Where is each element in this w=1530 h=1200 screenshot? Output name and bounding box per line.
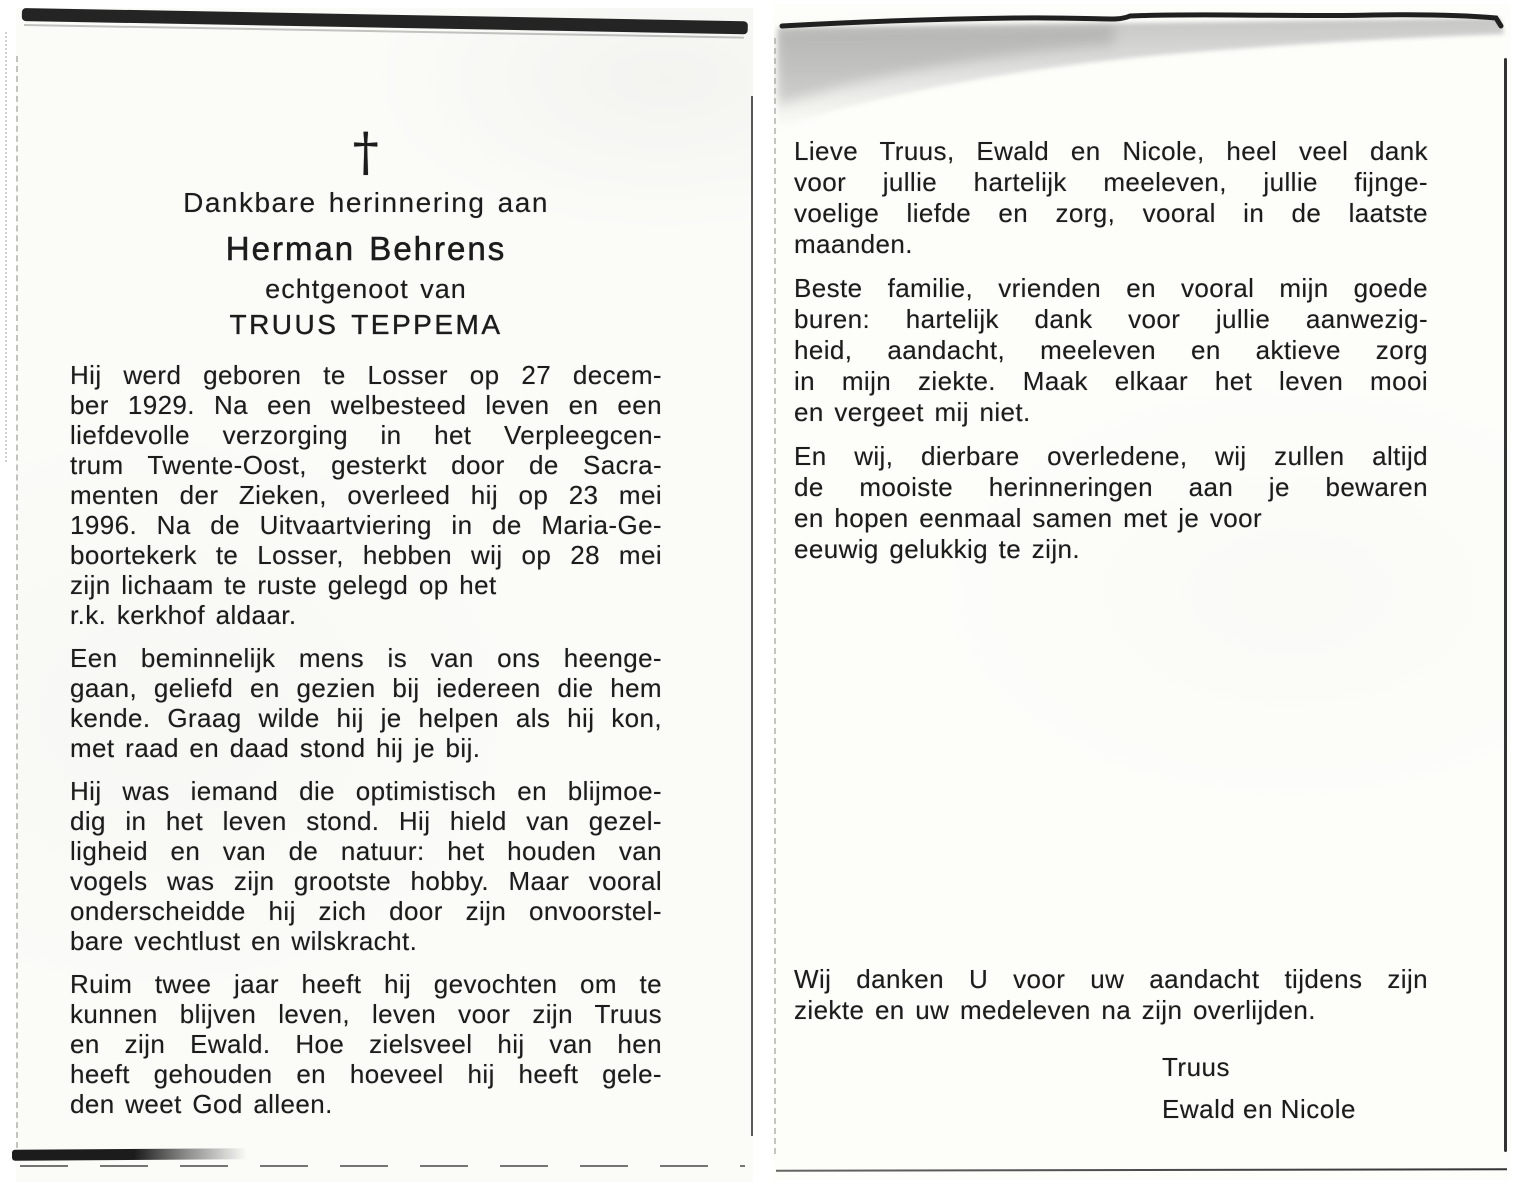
text-line: En wij, dierbare overledene, wij zullen altijd — [794, 441, 1428, 471]
cross-icon: † — [352, 123, 380, 183]
text-line: Wij danken U voor uw aandacht tijdens zijn — [794, 964, 1428, 994]
text-line: voelige liefde en zorg, vooral in de laatste — [794, 198, 1428, 228]
text-line: ligheid en van de natuur: het houden van — [70, 836, 662, 866]
paragraph — [70, 643, 662, 763]
text-line: Hij werd geboren te Losser op 27 decem- — [70, 360, 662, 390]
text-line: boortekerk te Losser, hebben wij op 28 mei — [70, 540, 662, 570]
text-line: eeuwig gelukkig te zijn. — [794, 534, 1080, 564]
text-line: kende. Graag wilde hij je helpen als hij kon, — [70, 703, 662, 733]
text-line: heid, aandacht, meeleven en aktieve zorg — [794, 335, 1428, 365]
life-story-paragraphs — [70, 360, 662, 1119]
text-line: Hij was iemand die optimistisch en blijmoe- — [70, 776, 662, 806]
paragraph — [794, 273, 1428, 428]
text-line: bare vechtlust en wilskracht. — [70, 926, 418, 956]
text-line: maanden. — [794, 229, 913, 259]
text-line: voor jullie hartelijk meeleven, jullie fijnge- — [794, 167, 1428, 197]
paragraph — [794, 136, 1428, 260]
text-line: kunnen blijven leven, leven voor zijn Truus — [70, 999, 662, 1029]
page-bottom-edge-shadow — [12, 1148, 247, 1160]
text-line: r.k. kerkhof aldaar. — [70, 600, 297, 630]
relation-text: echtgenoot van — [265, 274, 467, 304]
paragraph — [70, 776, 662, 956]
text-line: Beste familie, vrienden en vooral mijn goede — [794, 273, 1428, 303]
text-line: buren: hartelijk dank voor jullie aanwezig- — [794, 304, 1428, 334]
page-left-edge-line — [774, 38, 776, 1154]
paragraph — [794, 441, 1428, 565]
signature-block — [1162, 1046, 1356, 1130]
page-left-edge-line — [16, 56, 18, 1148]
spouse-name: TRUUS TEPPEMA — [229, 309, 503, 340]
text-line: in mijn ziekte. Maak elkaar het leven mooi — [794, 366, 1428, 396]
memorial-card-right-page — [774, 4, 1511, 1180]
right-page-content — [794, 136, 1428, 578]
page-bottom-edge-line — [20, 1165, 745, 1167]
scanner-edge-artifact — [5, 32, 7, 462]
text-line: Een beminnelijk mens is van ons heenge- — [70, 643, 662, 673]
page-bottom-edge-line — [776, 1168, 1507, 1172]
text-line: en zijn Ewald. Hoe zielsveel hij van hen — [70, 1029, 662, 1059]
text-line: de mooiste herinneringen aan je bewaren — [794, 472, 1428, 502]
text-line: ber 1929. Na een welbesteed leven en een — [70, 390, 662, 420]
text-line: liefdevolle verzorging in het Verpleegcen- — [70, 420, 662, 450]
text-line: Ruim twee jaar heeft hij gevochten om te — [70, 969, 662, 999]
text-line: en hopen eenmaal samen met je voor — [794, 503, 1263, 533]
signature-name-1: Truus — [1162, 1052, 1230, 1082]
text-line: zijn lichaam te ruste gelegd op het — [70, 570, 497, 600]
text-line: menten der Zieken, overleed hij op 23 mei — [70, 480, 662, 510]
text-line: met raad en daad stond hij je bij. — [70, 733, 481, 763]
page-right-edge-line — [1504, 58, 1507, 1152]
thanks-paragraph — [794, 964, 1428, 1026]
text-line: ziekte en uw medeleven na zijn overlijden. — [794, 995, 1316, 1025]
memorial-intro-text: Dankbare herinnering aan — [183, 187, 549, 218]
text-line: dig in het leven stond. Hij hield van gezel- — [70, 806, 662, 836]
paragraph — [794, 964, 1428, 1026]
page-right-edge-line — [751, 96, 753, 1136]
text-line: gaan, geliefd en gezien bij iedereen die hem — [70, 673, 662, 703]
left-page-content — [70, 124, 662, 1132]
memorial-card-left-page — [16, 8, 753, 1182]
paragraph — [70, 969, 662, 1119]
signature-name-2: Ewald en Nicole — [1162, 1094, 1356, 1124]
deceased-name: Herman Behrens — [225, 230, 507, 267]
text-line: trum Twente-Oost, gesterkt door de Sacra- — [70, 450, 662, 480]
text-line: vogels was zijn grootste hobby. Maar vooral — [70, 866, 662, 896]
text-line: Lieve Truus, Ewald en Nicole, heel veel dank — [794, 136, 1428, 166]
paragraph — [70, 360, 662, 630]
text-line: heeft gehouden en hoeveel hij heeft gele- — [70, 1059, 662, 1089]
torn-edge-shadow — [774, 4, 1511, 139]
text-line: onderscheidde hij zich door zijn onvoorstel- — [70, 896, 662, 926]
text-line: en vergeet mij niet. — [794, 397, 1031, 427]
text-line: 1996. Na de Uitvaartviering in de Maria-Ge- — [70, 510, 662, 540]
text-line: den weet God alleen. — [70, 1089, 333, 1119]
